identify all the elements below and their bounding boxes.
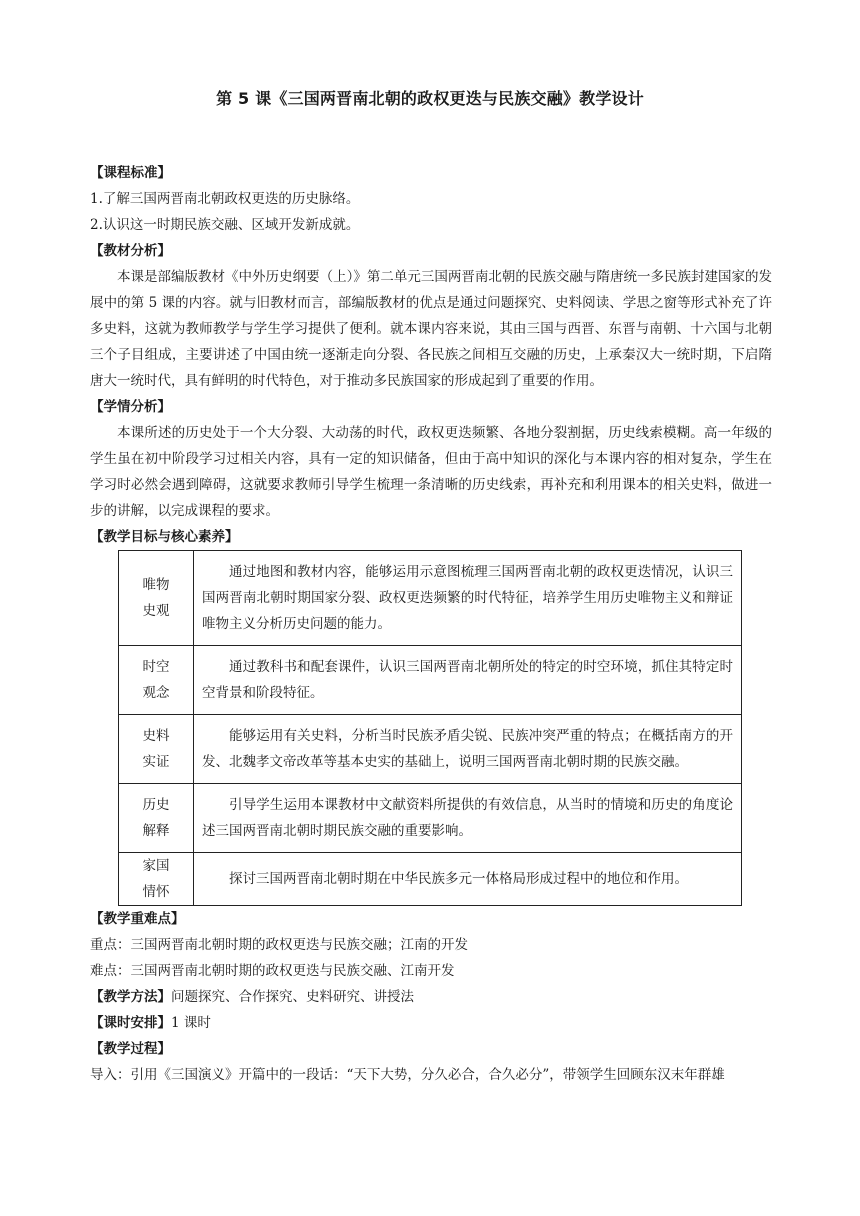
goals-description-text: 引导学生运用本课教材中文献资料所提供的有效信息，从当时的情境和历史的角度论述三国两晋南北朝时期民族交融的重要影响。: [202, 797, 733, 839]
hours-line: [90, 1010, 772, 1036]
goals-label-line: 解释: [142, 823, 170, 839]
goals-label: [119, 715, 194, 784]
keypoint-difficult: 难点：三国两晋南北朝时期的政权更迭与民族交融、江南开发: [90, 963, 455, 979]
method-text: 问题探究、合作探究、史料研究、讲授法: [171, 989, 414, 1005]
keypoint-important: 重点：三国两晋南北朝时期的政权更迭与民族交融；江南的开发: [90, 937, 468, 953]
goals-label: [119, 853, 194, 906]
goals-row: [119, 784, 742, 853]
goals-row: [119, 646, 742, 715]
heading-students: 【学情分析】: [90, 399, 171, 415]
goals-description: [194, 715, 742, 784]
standard-item-1: 1.了解三国两晋南北朝政权更迭的历史脉络。: [90, 191, 360, 207]
goals-description: [194, 551, 742, 646]
goals-description: [194, 853, 742, 906]
goals-label-line: 史观: [142, 603, 170, 619]
goals-description-text: 通过地图和教材内容，能够运用示意图梳理三国两晋南北朝的政权更迭情况，认识三国两晋南北朝时期国家分裂、政权更迭频繁的时代特征，培养学生用历史唯物主义和辩证唯物主义分析历史问题的能力。: [202, 564, 733, 632]
heading-hours: 【课时安排】: [90, 1015, 171, 1031]
heading-keypoints: 【教学重难点】: [90, 911, 185, 927]
goals-label-line: 观念: [142, 685, 170, 701]
goals-label-line: 家国: [142, 858, 170, 874]
heading-process: 【教学过程】: [90, 1041, 171, 1057]
heading-method: 【教学方法】: [90, 989, 171, 1005]
goals-label-line: 唯物: [142, 577, 170, 593]
goals-label-line: 历史: [142, 797, 170, 813]
heading-material: 【教材分析】: [90, 243, 171, 259]
goals-label-line: 史料: [142, 728, 170, 744]
goals-label: [119, 784, 194, 853]
goals-description: [194, 646, 742, 715]
heading-standard: 【课程标准】: [90, 165, 171, 181]
goals-description-text: 通过教科书和配套课件，认识三国两晋南北朝所处的特定的时空环境，抓住其特定时空背景和阶段特征。: [202, 659, 733, 701]
hours-text: 1 课时: [171, 1015, 211, 1031]
goals-table: [118, 550, 742, 906]
standard-item-2: 2.认识这一时期民族交融、区域开发新成就。: [90, 217, 360, 233]
heading-goals: 【教学目标与核心素养】: [90, 529, 239, 545]
goals-description: [194, 784, 742, 853]
students-paragraph: 本课所述的历史处于一个大分裂、大动荡的时代，政权更迭频繁、各地分裂割据，历史线索模糊。高一年级的学生虽在初中阶段学习过相关内容，具有一定的知识储备，但由于高中知识的深化与本课内容的相对复杂，学生在学习时必然会遇到障碍，这就要求教师引导学生梳理一条清晰的历史线索，再补充和利用课本的相关史料，做进一步的讲解，以完成课程的要求。: [90, 425, 772, 519]
goals-label-line: 实证: [142, 754, 170, 770]
goals-description-text: 能够运用有关史料，分析当时民族矛盾尖锐、民族冲突严重的特点；在概括南方的开发、北魏孝文帝改革等基本史实的基础上，说明三国两晋南北朝时期的民族交融。: [202, 728, 733, 770]
goals-label-line: 情怀: [142, 884, 170, 900]
goals-label: [119, 551, 194, 646]
goals-row: [119, 853, 742, 906]
document-body: [90, 160, 772, 1088]
method-line: [90, 984, 772, 1010]
document-title: 第 5 课《三国两晋南北朝的政权更迭与民族交融》教学设计: [216, 89, 644, 108]
process-intro: 导入：引用《三国演义》开篇中的一段话：“天下大势，分久必合，合久必分”，带领学生回顾东汉末年群雄: [90, 1067, 725, 1083]
goals-row: [119, 551, 742, 646]
goals-row: [119, 715, 742, 784]
material-paragraph: 本课是部编版教材《中外历史纲要（上）》第二单元三国两晋南北朝的民族交融与隋唐统一多民族封建国家的发展中的第 5 课的内容。就与旧教材而言，部编版教材的优点是通过问题探究、史料阅读、学思之窗等形式补充了许多史料，这就为教师教学与学生学习提供了便利。就本课内容来说，其由三国与西晋、东晋与南朝、十六国与北朝三个子目组成，主要讲述了中国由统一逐渐走向分裂、各民族之间相互交融的历史，上承秦汉大一统时期，下启隋唐大一统时代，具有鲜明的时代特色，对于推动多民族国家的形成起到了重要的作用。: [90, 269, 772, 389]
goals-description-text: 探讨三国两晋南北朝时期在中华民族多元一体格局形成过程中的地位和作用。: [229, 871, 688, 887]
goals-label: [119, 646, 194, 715]
goals-label-line: 时空: [142, 659, 170, 675]
